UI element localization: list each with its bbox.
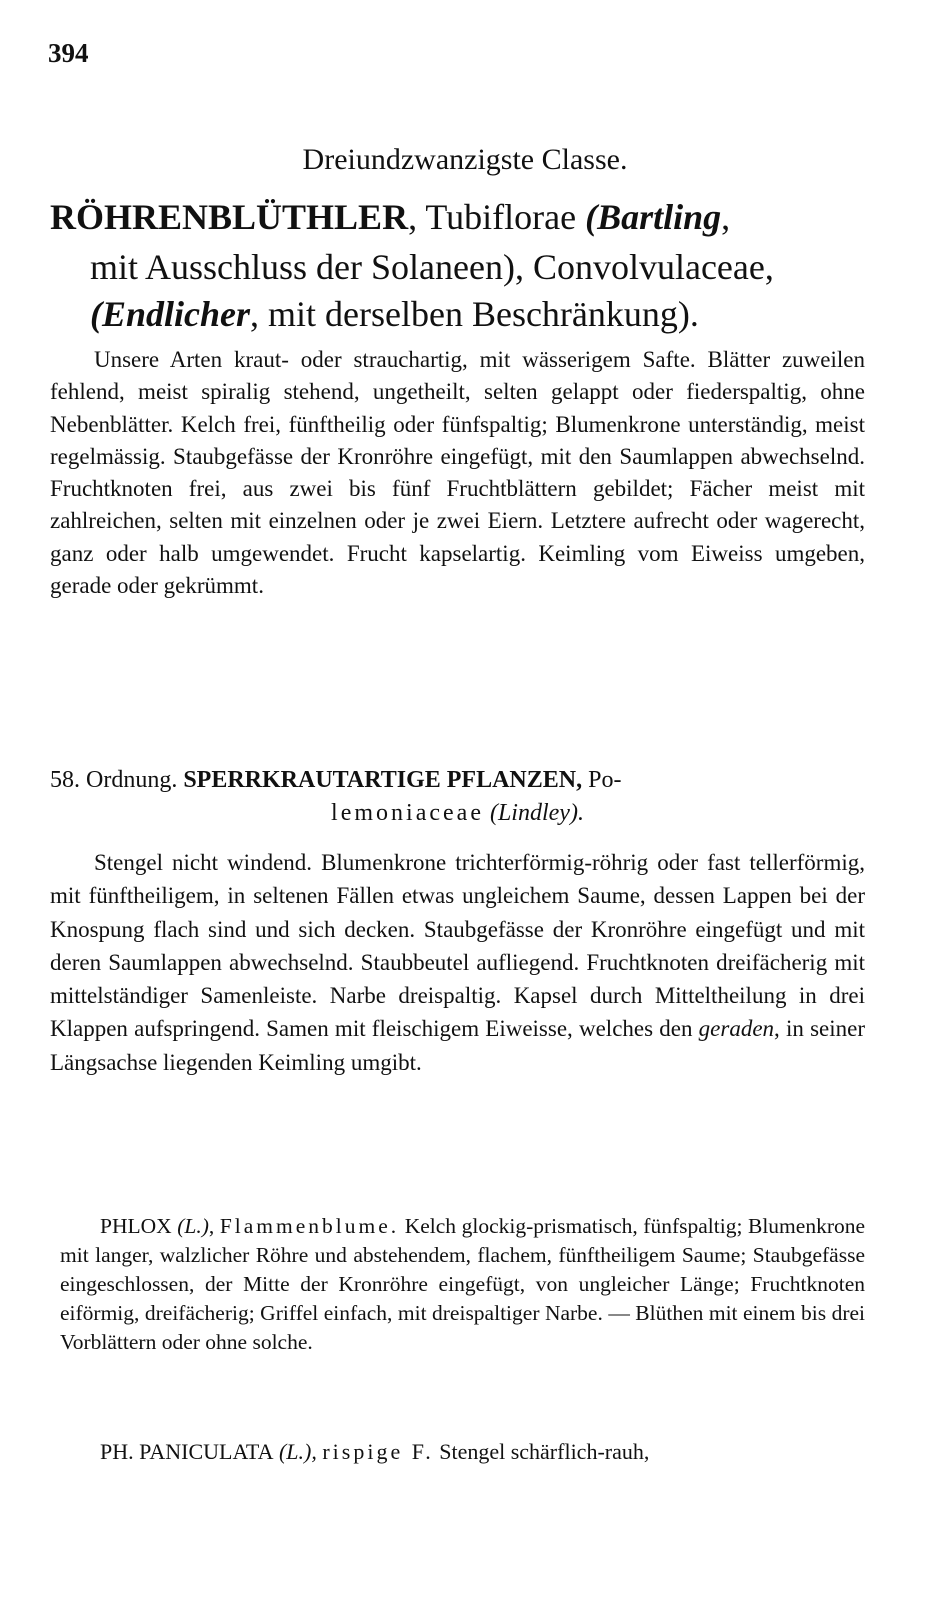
- order-latin-b: lemoniaceae: [331, 800, 484, 826]
- class-author-2: (Endlicher: [90, 294, 251, 334]
- class-heading-comma: ,: [721, 197, 731, 237]
- genus-author: (L.): [177, 1214, 209, 1238]
- genus-entry: PHLOX (L.), Flammenblume. Kelch glockig-prismatisch, fünfspaltig; Blumenkrone mit langer, walzlicher Röhre und abstehendem, flachem, fünftheiligem Saume; Staubgefässe eingeschlossen, der Mitte der Kronröhre eingefügt, von ungleicher Länge; Fruchtknoten eiförmig, dreifächerig; Griffel einfach, mit dreispaltiger Narbe. — Blüthen mit einem bis drei Vorblättern oder ohne solche.: [60, 1214, 866, 1354]
- order-number: 58. Ordnung.: [50, 767, 178, 793]
- species-name: PANICULATA: [139, 1439, 274, 1464]
- order-description-emphasis: geraden: [698, 1016, 775, 1042]
- class-heading-line-3: [50, 290, 870, 338]
- page-number: 394: [48, 38, 89, 68]
- order-description: [50, 846, 865, 1079]
- species-author: (L.),: [278, 1439, 317, 1464]
- order-description-part-2: , in seiner Längsachse liegenden Keimling umgibt.: [50, 1016, 865, 1075]
- order-author: (Lindley).: [489, 800, 584, 826]
- species-entry: [60, 1437, 865, 1466]
- class-description: Unsere Arten kraut- oder strauchartig, mit wässerigem Safte. Blätter zuweilen fehlend, meist spiralig stehend, ungetheilt, selten gelappt oder fiederspaltig, ohne Nebenblätter. Kelch frei, fünftheilig oder fünfspaltig; Blumenkrone unterständig, meist regelmässig. Staubgefässe der Kronröhre eingefügt, mit den Saumlappen abwechselnd. Fruchtknoten frei, aus zwei bis fünf Fruchtblättern gebildet; Fächer meist mit zahlreichen, selten mit einzelnen oder je zwei Eiern. Letztere aufrecht oder wagerecht, ganz oder halb umgewendet. Frucht kapselartig. Keimling vom Eiweiss umgeben, gerade oder gekrümmt.: [50, 347, 865, 599]
- genus-name: PHLOX: [100, 1214, 172, 1238]
- species-abbr: PH.: [100, 1439, 134, 1464]
- class-heading-line-2: mit Ausschluss der Solaneen), Convolvulaceae,: [90, 247, 774, 287]
- order-description-part-1: Stengel nicht windend. Blumenkrone trichterförmig-röhrig oder fast tellerförmig, mit fünftheiligem, in seltenen Fällen etwas ungleichem Saume, dessen Lappen bei der Knospung flach sind und sich decken. Staubgefässe der Kronröhre eingefügt und mit deren Saumlappen abwechselnd. Staubbeutel aufliegend. Fruchtknoten dreifächerig mit mittelständiger Samenleiste. Narbe dreispaltig. Kapsel durch Mitteltheilung in drei Klappen aufspringend. Samen mit fleischigem Eiweisse, welches den: [50, 850, 865, 1042]
- genus-common-name: Flammenblume.: [219, 1214, 400, 1238]
- order-heading: [50, 764, 865, 830]
- order-latin-a: Po-: [588, 767, 622, 793]
- species-description: Stengel schärflich-rauh,: [439, 1439, 650, 1464]
- class-title: Dreiundzwanzigste Classe.: [302, 143, 628, 176]
- genus-description: Kelch glockig-prismatisch, fünfspaltig; Blumenkrone mit langer, walzlicher Röhre und abstehendem, flachem, fünftheiligem Saume; Staubgefässe eingeschlossen, der Mitte der Kronröhre eingefügt, von ungleicher Länge; Fruchtknoten eiförmig, dreifächerig; Griffel einfach, mit dreispaltiger Narbe. — Blüthen mit einem bis drei Vorblättern oder ohne solche.: [60, 1214, 866, 1354]
- species-common-name: rispige F.: [322, 1439, 434, 1464]
- order-name: SPERRKRAUTARTIGE PFLANZEN,: [183, 767, 583, 793]
- class-heading-line-1: [50, 193, 870, 241]
- class-latin-name: , Tubiflorae: [408, 197, 586, 237]
- class-author-1: (Bartling: [585, 197, 722, 237]
- class-name: RÖHRENBLÜTHLER: [50, 197, 409, 237]
- class-heading-restriction: , mit derselben Beschränkung).: [250, 294, 699, 334]
- order-latin-line: [50, 797, 865, 830]
